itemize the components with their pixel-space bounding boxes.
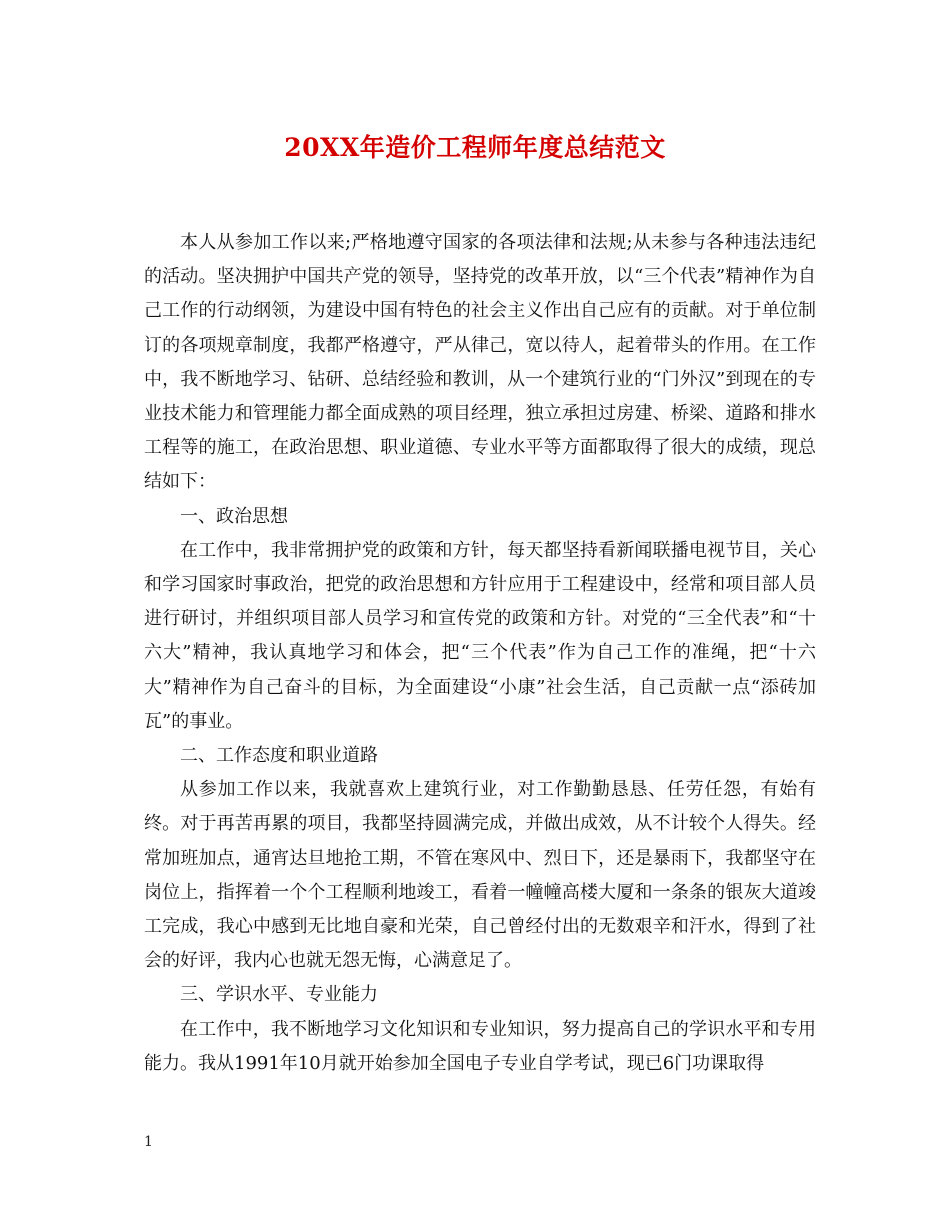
document-title: 20XX年造价工程师年度总结范文 (284, 133, 666, 162)
knowledge-paragraph: 在工作中，我不断地学习文化知识和专业知识，努力提高自己的学识水平和专用能力。我从1991年10月就开始参加全国电子专业自学考试，现已6门功课取得 (144, 1018, 816, 1074)
intro-paragraph: 本人从参加工作以来;严格地遵守国家的各项法律和法规;从未参与各种违法违纪的活动。坚决拥护中国共产党的领导，坚持党的改革开放，以“三个代表”精神作为自己工作的行动纲领，为建设中国有特色的社会主义作出自己应有的贡献。对于单位制订的各项规章制度，我都严格遵守，严从律己，宽以待人，起着带头的作用。在工作中，我不断地学习、钻研、总结经验和教训，从一个建筑行业的“门外汉”到现在的专业技术能力和管理能力都全面成熟的项目经理，独立承担过房建、桥梁、道路和排水工程等的施工，在政治思想、职业道德、专业水平等方面都取得了很大的成绩，现总结如下： (144, 232, 816, 493)
politics-paragraph: 在工作中，我非常拥护党的政策和方针，每天都坚持看新闻联播电视节目，关心和学习国家时事政治，把党的政治思想和方针应用于工程建设中，经常和项目部人员进行研讨，并组织项目部人员学习和宣传党的政策和方针。对党的“三全代表”和“十六大”精神，我认真地学习和体会，把“三个代表”作为自己工作的准绳，把“十六大”精神作为自己奋斗的目标，为全面建设“小康”社会生活，自己贡献一点“添砖加瓦”的事业。 (144, 539, 816, 732)
section-heading-work-attitude: 二、工作态度和职业道路 (180, 745, 378, 767)
section-heading-politics: 一、政治思想 (180, 505, 288, 527)
page-number: 1 (144, 1134, 153, 1150)
section-heading-knowledge: 三、学识水平、专业能力 (180, 984, 378, 1006)
document-body (144, 226, 816, 1081)
work-attitude-paragraph: 从参加工作以来，我就喜欢上建筑行业，对工作勤勤恳恳、任劳任怨，有始有终。对于再苦再累的项目，我都坚持圆满完成，并做出成效，从不计较个人得失。经常加班加点，通宵达旦地抢工期，不管在寒风中、烈日下，还是暴雨下，我都坚守在岗位上，指挥着一个个工程顺利地竣工，看着一幢幢高楼大厦和一条条的银灰大道竣工完成，我心中感到无比地自豪和光荣，自己曾经付出的无数艰辛和汗水，得到了社会的好评，我内心也就无怨无悔，心满意足了。 (144, 779, 816, 972)
